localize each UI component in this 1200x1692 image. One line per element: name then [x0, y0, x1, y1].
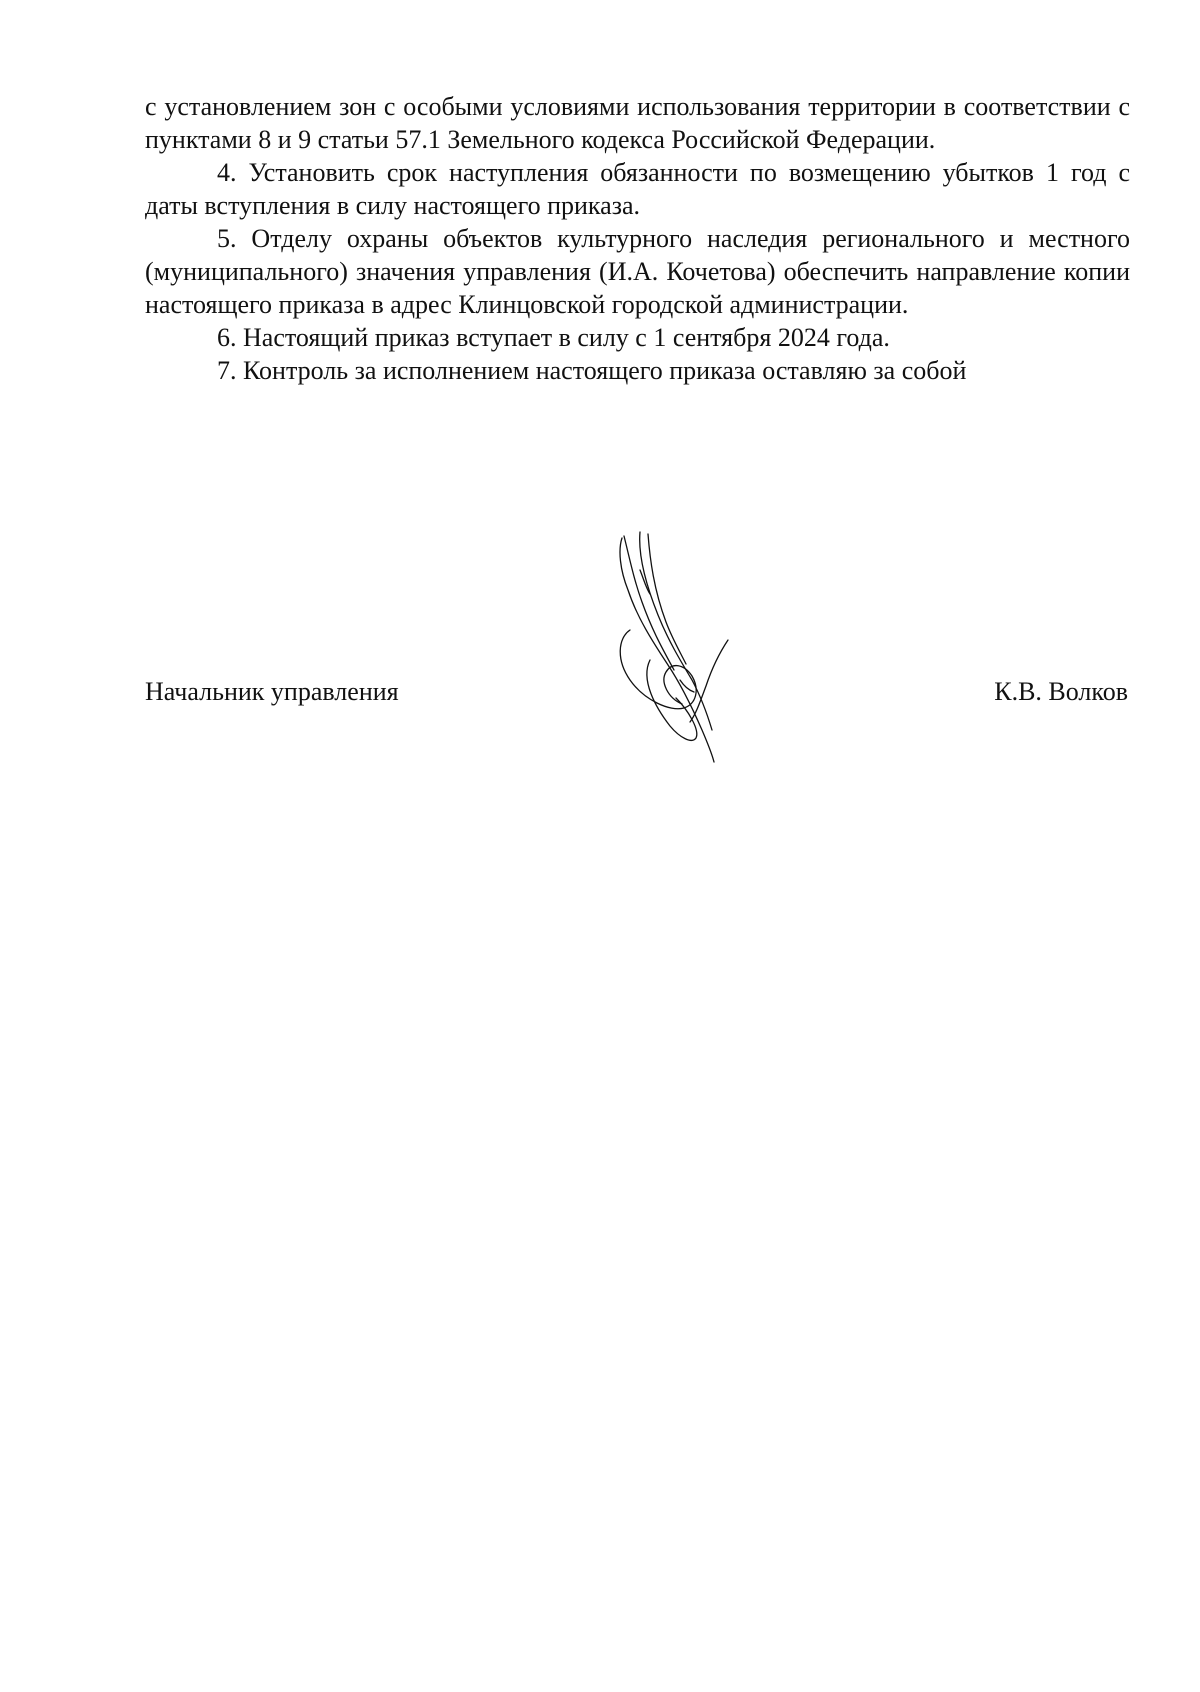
- signatory-name: К.В. Волков: [994, 677, 1128, 706]
- paragraph-item-5: 5. Отделу охраны объектов культурного наследия регионального и местного (муниципального) значения управления (И.А. Кочетова) обеспечить направление копии настоящего приказа в адрес Клинцовской городской администрации.: [145, 224, 1130, 319]
- signatory-position: Начальник управления: [145, 677, 399, 706]
- paragraph-item-7: 7. Контроль за исполнением настоящего приказа оставляю за собой: [217, 356, 967, 385]
- paragraph-item-6: 6. Настоящий приказ вступает в силу с 1 сентября 2024 года.: [217, 323, 890, 352]
- paragraph-item-4: 4. Установить срок наступления обязанности по возмещению убытков 1 год с даты вступления в силу настоящего приказа.: [145, 158, 1130, 220]
- paragraph-continuation: с установлением зон с особыми условиями использования территории в соответствии с пунктами 8 и 9 статьи 57.1 Земельного кодекса Российской Федерации.: [145, 92, 1130, 154]
- handwritten-signature: [610, 530, 760, 770]
- document-body: [145, 90, 1130, 387]
